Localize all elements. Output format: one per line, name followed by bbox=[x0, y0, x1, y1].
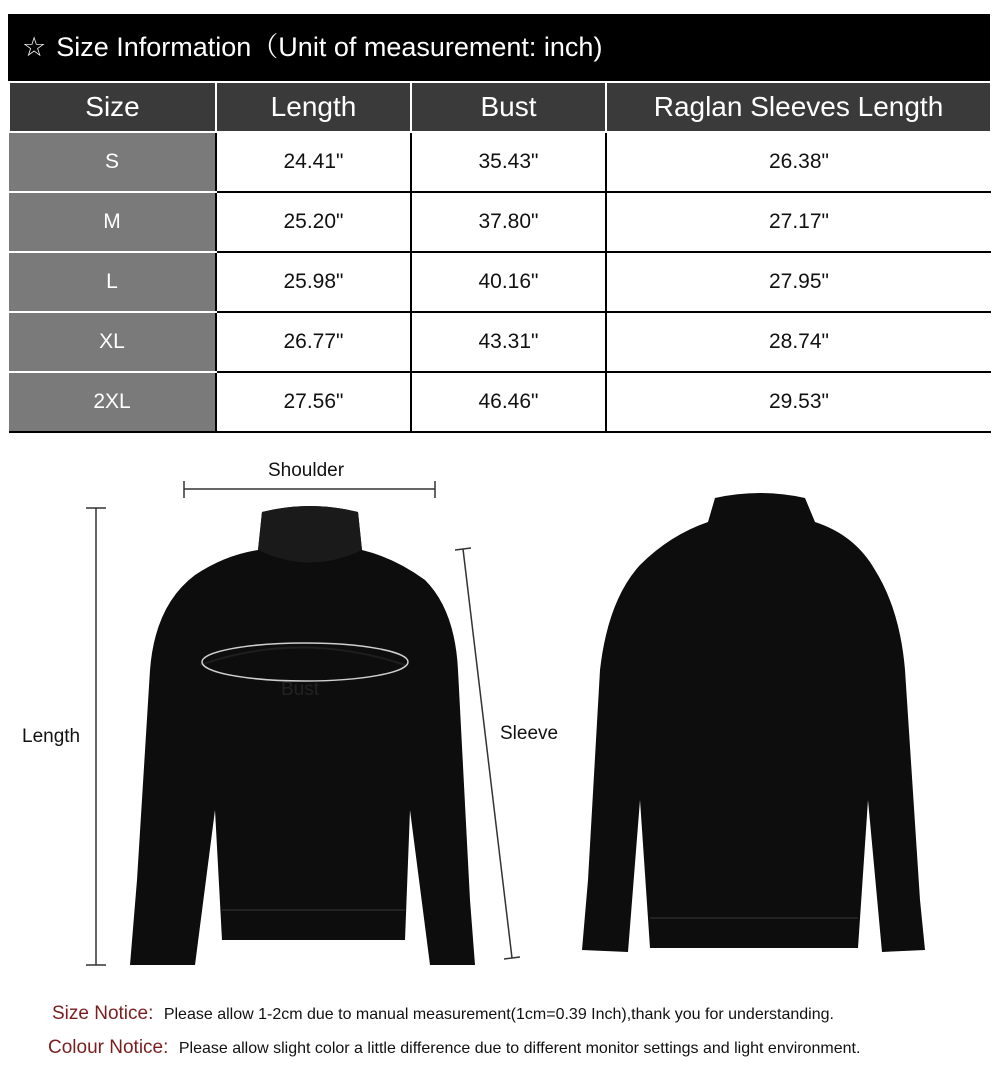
sleeve-cell: 29.53" bbox=[606, 372, 991, 432]
length-cell: 27.56" bbox=[216, 372, 411, 432]
size-table bbox=[8, 81, 992, 433]
bust-cell: 43.31" bbox=[411, 312, 606, 372]
size-cell: 2XL bbox=[9, 372, 216, 432]
size-cell: XL bbox=[9, 312, 216, 372]
size-notice-text: Please allow 1-2cm due to manual measurement(1cm=0.39 Inch),thank you for understanding. bbox=[163, 1006, 834, 1023]
shoulder-label: Shoulder bbox=[268, 460, 345, 481]
size-cell: L bbox=[9, 252, 216, 312]
colour-notice-text: Please allow slight color a little difference due to different monitor settings and light environment. bbox=[178, 1040, 861, 1057]
size-cell: S bbox=[9, 132, 216, 192]
length-cell: 24.41" bbox=[216, 132, 411, 192]
size-cell: M bbox=[9, 192, 216, 252]
length-label: Length bbox=[22, 726, 81, 747]
table-row bbox=[9, 192, 991, 252]
sleeve-cell: 27.17" bbox=[606, 192, 991, 252]
header-bar bbox=[8, 14, 990, 81]
column-header-sleeve: Raglan Sleeves Length bbox=[606, 82, 991, 132]
shoulder-measure-line bbox=[184, 481, 435, 498]
table-row bbox=[9, 312, 991, 372]
star-outline-icon: ☆ bbox=[22, 32, 47, 62]
length-measure-line bbox=[86, 508, 106, 965]
size-notice-label: Size Notice: bbox=[52, 1003, 154, 1024]
column-header-length: Length bbox=[216, 82, 411, 132]
sleeve-label: Sleeve bbox=[500, 723, 559, 744]
measurement-diagram bbox=[0, 440, 1000, 1000]
sweater-front-image bbox=[130, 506, 475, 965]
length-cell: 25.20" bbox=[216, 192, 411, 252]
bust-cell: 35.43" bbox=[411, 132, 606, 192]
length-cell: 26.77" bbox=[216, 312, 411, 372]
length-cell: 25.98" bbox=[216, 252, 411, 312]
size-notice bbox=[52, 1003, 1000, 1025]
sweater-back-image bbox=[582, 493, 925, 952]
colour-notice-label: Colour Notice: bbox=[48, 1037, 169, 1058]
diagram-drawing bbox=[0, 440, 1000, 1000]
column-header-bust: Bust bbox=[411, 82, 606, 132]
bust-cell: 46.46" bbox=[411, 372, 606, 432]
colour-notice bbox=[48, 1037, 1000, 1059]
table-row bbox=[9, 372, 991, 432]
table-header-row bbox=[9, 82, 991, 132]
bust-cell: 40.16" bbox=[411, 252, 606, 312]
sleeve-cell: 26.38" bbox=[606, 132, 991, 192]
bust-label: Bust bbox=[281, 679, 320, 700]
bust-cell: 37.80" bbox=[411, 192, 606, 252]
table-row bbox=[9, 252, 991, 312]
page-title: Size Information（Unit of measurement: inch) bbox=[56, 32, 603, 62]
table-row bbox=[9, 132, 991, 192]
sleeve-cell: 27.95" bbox=[606, 252, 991, 312]
sleeve-cell: 28.74" bbox=[606, 312, 991, 372]
column-header-size: Size bbox=[9, 82, 216, 132]
